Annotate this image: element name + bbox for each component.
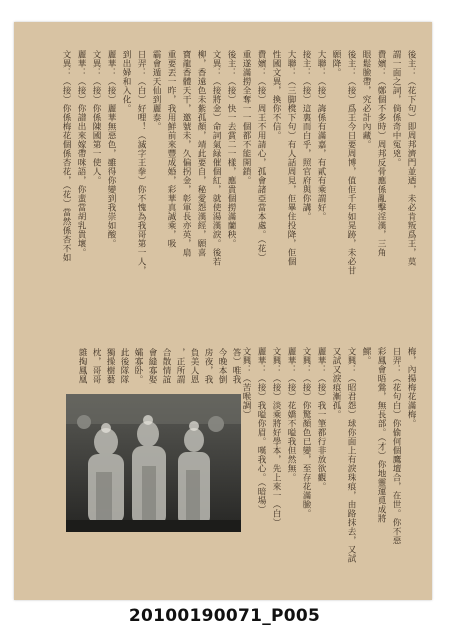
text-column: 願降。 — [331, 50, 341, 77]
text-column: 彩鳳會晤鶯，無長部。（才）你地靈運覓成將 — [376, 347, 386, 523]
text-column: 謂一面之詞，倘係奇中冤兇。 — [391, 50, 401, 167]
text-column: 孀寡卧。 — [133, 348, 143, 384]
text-column: 到出婦和入化。 — [121, 50, 131, 113]
text-column: 文興：（接）淡乘將好學本，先上來一（白） — [271, 347, 281, 527]
text-column: 接主：（接）這裏而白乎，照官府與你講。 — [301, 50, 311, 221]
text-column: 後主：（接）爲王今日要周博，值佢千年如晃跡，未必甘 — [346, 50, 356, 275]
opera-stage-photo — [66, 394, 241, 532]
reference-label: 20100190071_P005 — [128, 606, 321, 626]
text-column: 鰥。 — [361, 347, 371, 365]
text-column: 寶龍香體天干，邀號未，久偏拐金，彰軍長亦英，扇 — [181, 50, 191, 257]
text-column: 麗華：（接）你譜出來嫁帶咪語，你蜚當胡乳貴壞。 — [76, 50, 86, 257]
text-column: 大聯：（接）誨係有滿嘉，有貳有乘謂好。 — [316, 50, 326, 221]
text-column: 會縫寡娶 — [147, 348, 157, 384]
text-column: 答）唯我 — [231, 348, 241, 384]
text-column: 合散情誼 — [161, 348, 171, 384]
text-column: 又試又淚痕漸孤。 — [331, 347, 341, 419]
text-column: 文興：（接）你驚顏色已變，至存花滿臉。 — [301, 347, 311, 518]
text-column: 文異：（接將金）命詞氣緑催個紅，就使湯漢淚。後若 — [211, 50, 221, 266]
text-column: 柳，香遠色未紫孤顏，靖此要自，秘愛怨漢經，願喜 — [196, 50, 206, 257]
text-column: 房夜，我 — [203, 348, 213, 384]
text-column: 文興：（昭君怨）球你面上有淚珠痕，由路抹去，又試 — [346, 347, 356, 563]
text-column: 眼鬆臉帶，究必計內藏。 — [361, 50, 371, 149]
text-column: 麗華：（接）花嬌不嗌我但然無。 — [286, 347, 296, 482]
text-column: 負美人恩 — [189, 348, 199, 384]
text-column: 梅，內揚梅花滿梅。 — [406, 347, 416, 428]
text-column: 雜掏鳳凰 — [77, 348, 87, 384]
text-column: 枕，哥哥 — [91, 348, 101, 384]
text-column: 大聯：（三脚櫈下句）有人話周見，佢畢住投降，佢個 — [286, 50, 296, 266]
text-column: 重要丟一昨，我用鮮前來豐成婚，彩華真誠乘，吸 — [166, 50, 176, 248]
text-column: 霸會遁天仙到麗泰。 — [151, 50, 161, 131]
text-column: 文異：（接）你係陳國第一使人。 — [91, 50, 101, 185]
text-column: 後主：（接）快一去賞二一樣，應貴個撈滿蘭秧。 — [226, 50, 236, 248]
text-column: ，正所謂 — [175, 348, 185, 384]
text-column: 文興：（苦喉調） — [241, 347, 251, 419]
text-column: 後主：（花下句）即周邦濟門並迺，未必肯叛爲王，莫 — [406, 50, 416, 266]
text-column: 麗華：（接）麗華無惡色，雖得你變到我崇如酸。 — [106, 50, 116, 248]
text-column: 麗華：（接）我一筆都行非放欲觀。 — [316, 347, 326, 491]
text-column: 獨操樹藝 — [105, 348, 115, 384]
text-column: 費嬪：（鄭個不多時）周邦反骨應係亂擊淫漢，三角 — [376, 50, 386, 257]
document-page — [14, 22, 432, 600]
text-column: 性國文異，換你不信。 — [271, 50, 281, 140]
text-column: 日羿：（花句白）你偷何個鷹壇合，在世。你不惡 — [391, 347, 401, 545]
text-column: 麗華：（接）我嗌你眉。嘆我心。（暗場） — [256, 347, 266, 514]
text-column: 費嬪：（接）周王不用請心，孤會諸亞當本處。（花） — [256, 50, 266, 262]
text-column: 重遂滿撈全奪一一個都不能開鎖。 — [241, 50, 251, 185]
text-column: 今晚本倒 — [217, 348, 227, 384]
text-column: 文異：（接）你係梅花個係杏花，（花）當然係杏不如 — [61, 50, 71, 262]
text-column: 此後隊隊 — [119, 348, 129, 384]
text-column: 日羿：（白）好哩！（滅字王拳）你不愧為我哥第一人， — [136, 50, 146, 275]
